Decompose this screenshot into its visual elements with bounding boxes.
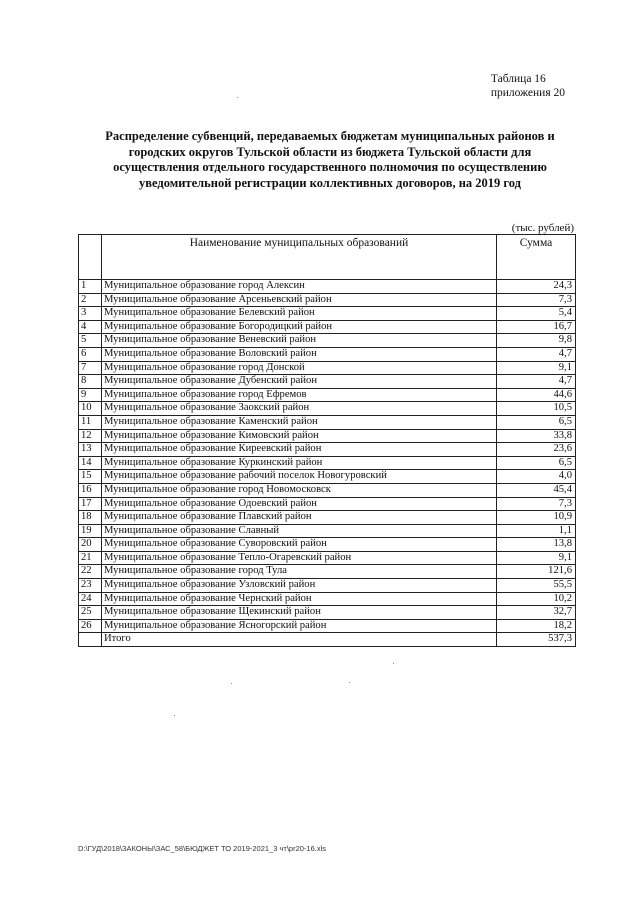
appendix-reference: приложения 20 [490, 87, 565, 99]
row-number: 6 [79, 347, 102, 361]
row-number: 20 [79, 538, 102, 552]
row-number: 4 [79, 320, 102, 334]
table-row [79, 375, 576, 389]
municipality-name: Муниципальное образование Каменский район [102, 415, 497, 429]
row-number: 12 [79, 429, 102, 443]
table-row [79, 497, 576, 511]
municipality-name: Муниципальное образование Заокский район [102, 402, 497, 416]
amount-value: 4,7 [497, 347, 576, 361]
municipality-name: Муниципальное образование Ясногорский район [102, 619, 497, 633]
table-row [79, 551, 576, 565]
table-caption [491, 72, 565, 100]
amount-value: 7,3 [497, 293, 576, 307]
amount-value: 33,8 [497, 429, 576, 443]
amount-value: 121,6 [497, 565, 576, 579]
table-row [79, 334, 576, 348]
table-header-row [79, 235, 576, 280]
municipality-name: Муниципальное образование Тепло-Огаревский район [102, 551, 497, 565]
municipality-name: Муниципальное образование Дубенский район [102, 375, 497, 389]
amount-value: 1,1 [497, 524, 576, 538]
row-number: 16 [79, 483, 102, 497]
row-number: 7 [79, 361, 102, 375]
file-path-footer: D:\ГУД\2018\ЗАКОНЫ\ЗАС_58\БЮДЖЕТ ТО 2019-2021_3 чт\pr20-16.xls [78, 844, 326, 853]
table-row [79, 592, 576, 606]
header-number-cell [79, 235, 102, 280]
municipality-name: Муниципальное образование Чернский район [102, 592, 497, 606]
row-number: 24 [79, 592, 102, 606]
row-number: 10 [79, 402, 102, 416]
amount-value: 10,2 [497, 592, 576, 606]
table-row [79, 619, 576, 633]
municipality-name: Муниципальное образование Арсеньевский район [102, 293, 497, 307]
municipality-name: Муниципальное образование город Алексин [102, 280, 497, 294]
row-number: 5 [79, 334, 102, 348]
municipality-name: Муниципальное образование Веневский район [102, 334, 497, 348]
row-number: 11 [79, 415, 102, 429]
table-row [79, 524, 576, 538]
total-label: Итого [102, 633, 497, 647]
row-number: 15 [79, 470, 102, 484]
table-row [79, 579, 576, 593]
municipality-name: Муниципальное образование Суворовский район [102, 538, 497, 552]
municipality-name: Муниципальное образование Кимовский район [102, 429, 497, 443]
table-row [79, 307, 576, 321]
row-number: 25 [79, 606, 102, 620]
amount-value: 24,3 [497, 280, 576, 294]
table-row [79, 538, 576, 552]
table-row [79, 483, 576, 497]
subvention-table [78, 234, 576, 647]
amount-value: 7,3 [497, 497, 576, 511]
municipality-name: Муниципальное образование Богородицкий район [102, 320, 497, 334]
amount-value: 9,1 [497, 551, 576, 565]
row-number: 13 [79, 443, 102, 457]
amount-value: 5,4 [497, 307, 576, 321]
table-row [79, 320, 576, 334]
row-number: 18 [79, 511, 102, 525]
row-number: 8 [79, 375, 102, 389]
table-row [79, 456, 576, 470]
table-row [79, 280, 576, 294]
municipality-name: Муниципальное образование город Новомосковск [102, 483, 497, 497]
unit-label: (тыс. рублей) [511, 222, 574, 234]
row-number: 2 [79, 293, 102, 307]
amount-value: 23,6 [497, 443, 576, 457]
row-number: 1 [79, 280, 102, 294]
table-row [79, 443, 576, 457]
amount-value: 10,5 [497, 402, 576, 416]
header-name-cell: Наименование муниципальных образований [102, 235, 497, 280]
amount-value: 10,9 [497, 511, 576, 525]
municipality-name: Муниципальное образование Киреевский район [102, 443, 497, 457]
municipality-name: Муниципальное образование Славный [102, 524, 497, 538]
table-row [79, 361, 576, 375]
row-number: 21 [79, 551, 102, 565]
table-row [79, 565, 576, 579]
table-row [79, 293, 576, 307]
row-number: 14 [79, 456, 102, 470]
amount-value: 18,2 [497, 619, 576, 633]
table-row [79, 511, 576, 525]
municipality-name: Муниципальное образование Щекинский район [102, 606, 497, 620]
row-number: 22 [79, 565, 102, 579]
row-number: 23 [79, 579, 102, 593]
table-row [79, 347, 576, 361]
total-value: 537,3 [497, 633, 576, 647]
municipality-name: Муниципальное образование Одоевский район [102, 497, 497, 511]
amount-value: 13,8 [497, 538, 576, 552]
row-number: 9 [79, 388, 102, 402]
municipality-name: Муниципальное образование город Тула [102, 565, 497, 579]
row-number: 17 [79, 497, 102, 511]
amount-value: 4,7 [497, 375, 576, 389]
amount-value: 9,1 [497, 361, 576, 375]
amount-value: 9,8 [497, 334, 576, 348]
municipality-name: Муниципальное образование город Донской [102, 361, 497, 375]
table-number: Таблица 16 [490, 73, 546, 85]
total-number-cell [79, 633, 102, 647]
table-row [79, 606, 576, 620]
amount-value: 16,7 [497, 320, 576, 334]
municipality-name: Муниципальное образование рабочий поселок Новогуровский [102, 470, 497, 484]
amount-value: 45,4 [497, 483, 576, 497]
header-sum-cell: Сумма [497, 235, 576, 280]
amount-value: 6,5 [497, 415, 576, 429]
table-row [79, 415, 576, 429]
municipality-name: Муниципальное образование Воловский район [102, 347, 497, 361]
document-title: Распределение субвенций, передаваемых бюджетам муниципальных районов и городских округов Тульской области из бюджета Тульской области для осуществления отдельного государственного полномочия по осуществлению уведомительной регистрации коллективных договоров, на 2019 год [105, 129, 555, 190]
municipality-name: Муниципальное образование город Ефремов [102, 388, 497, 402]
amount-value: 55,5 [497, 579, 576, 593]
row-number: 3 [79, 307, 102, 321]
row-number: 26 [79, 619, 102, 633]
amount-value: 6,5 [497, 456, 576, 470]
table-row [79, 429, 576, 443]
amount-value: 32,7 [497, 606, 576, 620]
total-row [79, 633, 576, 647]
table-row [79, 402, 576, 416]
amount-value: 44,6 [497, 388, 576, 402]
municipality-name: Муниципальное образование Белевский район [102, 307, 497, 321]
row-number: 19 [79, 524, 102, 538]
table-row [79, 388, 576, 402]
amount-value: 4,0 [497, 470, 576, 484]
table-row [79, 470, 576, 484]
municipality-name: Муниципальное образование Узловский район [102, 579, 497, 593]
municipality-name: Муниципальное образование Плавский район [102, 511, 497, 525]
municipality-name: Муниципальное образование Куркинский район [102, 456, 497, 470]
